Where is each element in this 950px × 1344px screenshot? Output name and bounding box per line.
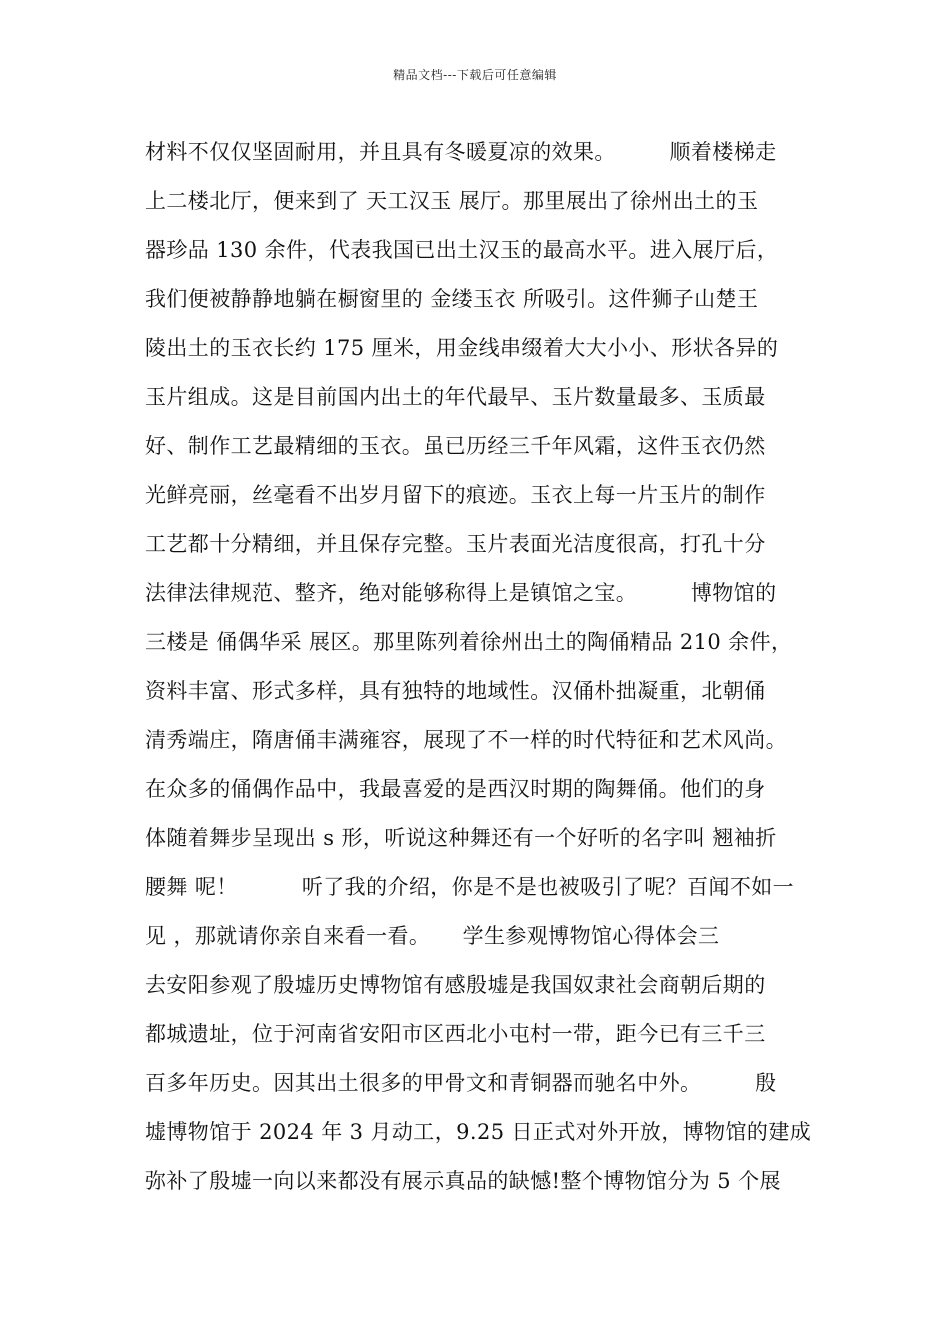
text-line: 好、制作工艺最精细的玉衣。虽已历经三千年风霜，这件玉衣仍然 [145, 434, 766, 458]
text-line: 器珍品 130 余件，代表我国已出土汉玉的最高水平。进入展厅后， [145, 238, 779, 262]
text-line: 在众多的俑偶作品中，我最喜爱的是西汉时期的陶舞俑。他们的身 [145, 777, 766, 801]
text-line: 玉片组成。这是目前国内出土的年代最早、玉片数量最多、玉质最 [145, 385, 766, 409]
text-line: 见 ，那就请你亲自来看一看。 学生参观博物馆心得体会三 [145, 924, 720, 948]
text-line: 光鲜亮丽，丝毫看不出岁月留下的痕迹。玉衣上每一片玉片的制作 [145, 483, 766, 507]
text-line: 材料不仅仅坚固耐用，并且具有冬暖夏凉的效果。 顺着楼梯走 [145, 140, 777, 164]
text-line: 资料丰富、形式多样，具有独特的地域性。汉俑朴拙凝重，北朝俑 [145, 679, 766, 703]
text-line: 三楼是 俑偶华采 展区。那里陈列着徐州出土的陶俑精品 210 余件， [145, 630, 793, 654]
text-line: 我们便被静静地躺在橱窗里的 金缕玉衣 所吸引。这件狮子山楚王 [145, 287, 759, 311]
text-line: 腰舞 呢！ 听了我的介绍，你是不是也被吸引了呢？百闻不如一 [145, 875, 795, 899]
text-line: 去安阳参观了殷墟历史博物馆有感殷墟是我国奴隶社会商朝后期的 [145, 973, 766, 997]
text-line: 都城遗址，位于河南省安阳市区西北小屯村一带，距今已有三千三 [145, 1022, 766, 1046]
text-line: 弥补了殷墟一向以来都没有展示真品的缺憾!整个博物馆分为 5 个展 [145, 1169, 781, 1193]
text-line: 工艺都十分精细，并且保存完整。玉片表面光洁度很高，打孔十分 [145, 532, 766, 556]
text-line: 墟博物馆于 2024 年 3 月动工，9.25 日正式对外开放，博物馆的建成 [145, 1120, 812, 1144]
text-line: 体随着舞步呈现出 s 形，听说这种舞还有一个好听的名字叫 翘袖折 [145, 826, 777, 850]
text-line: 陵出土的玉衣长约 175 厘米，用金线串缀着大大小小、形状各异的 [145, 336, 779, 360]
text-line: 清秀端庄，隋唐俑丰满雍容，展现了不一样的时代特征和艺术风尚。 [145, 728, 787, 752]
page-header: 精品文档---下载后可任意编辑 [393, 68, 557, 82]
body-text [145, 131, 825, 1209]
text-line: 百多年历史。因其出土很多的甲骨文和青铜器而驰名中外。 殷 [145, 1071, 777, 1095]
text-line: 上二楼北厅，便来到了 天工汉玉 展厅。那里展出了徐州出土的玉 [145, 189, 759, 213]
text-line: 法律法律规范、整齐，绝对能够称得上是镇馆之宝。 博物馆的 [145, 581, 777, 605]
